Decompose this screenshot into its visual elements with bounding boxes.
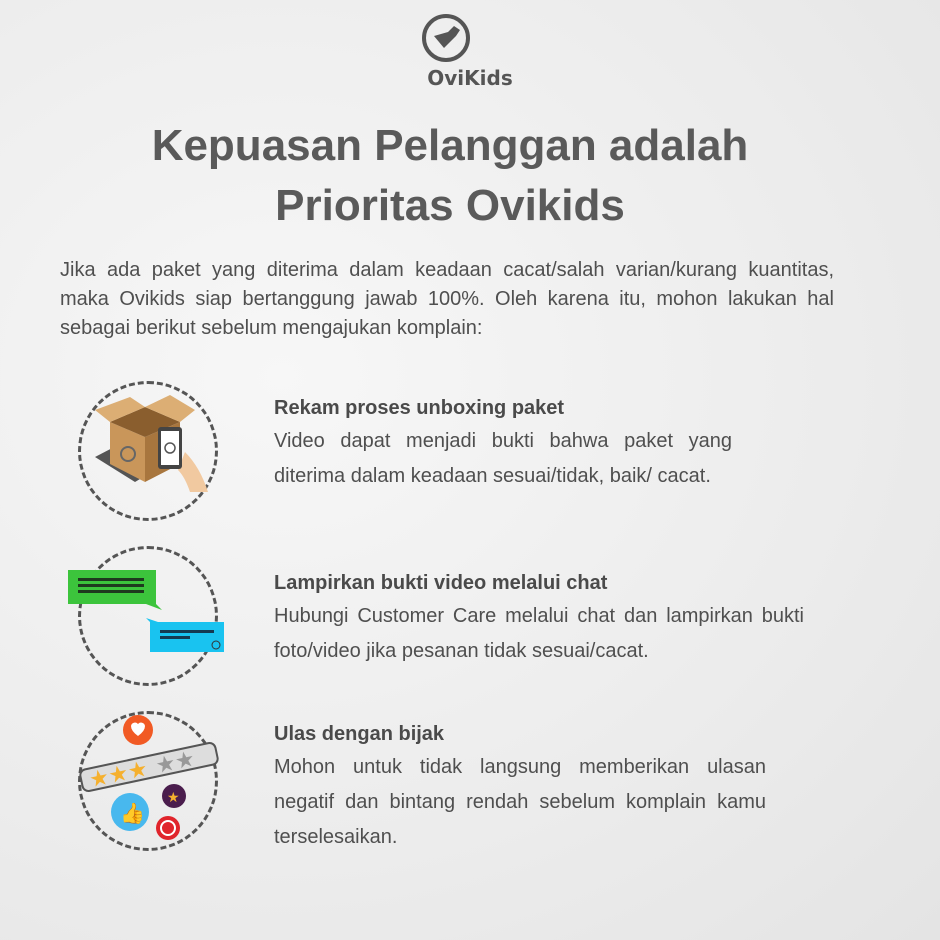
svg-text:👍: 👍	[120, 801, 145, 825]
step-3-body: Mohon untuk tidak langsung memberikan ulasan negatif dan bintang rendah sebelum komplain kamu terselesaikan.	[274, 756, 766, 848]
step-2-body: Hubungi Customer Care melalui chat dan lampirkan bukti foto/video jika pesanan tidak sesuai/cacat.	[274, 605, 804, 662]
step-3-heading: Ulas dengan bijak	[274, 723, 445, 745]
svg-text:★★★: ★★★	[87, 756, 151, 794]
review-icon	[76, 712, 222, 842]
svg-text:★★: ★★	[153, 746, 198, 780]
step-2	[274, 572, 804, 669]
step-2-heading: Lampirkan bukti video melalui chat	[274, 572, 608, 594]
chat-icon	[66, 568, 228, 658]
unboxing-icon	[90, 392, 215, 502]
title-line-1: Kepuasan Pelanggan adalah	[151, 121, 749, 170]
step-3	[274, 723, 804, 855]
title-line-2: Prioritas Ovikids	[275, 181, 625, 230]
intro-paragraph: Jika ada paket yang diterima dalam keadaan cacat/salah varian/kurang kuantitas, maka Ovikids siap bertanggung jawab 100%. Oleh karena itu, mohon lakukan hal sebagai berikut sebelum mengajukan komplain:	[60, 259, 834, 339]
step-1-heading: Rekam proses unboxing paket	[274, 397, 565, 419]
ovikids-logo-icon	[420, 12, 472, 64]
step-1-body: Video dapat menjadi bukti bahwa paket yang diterima dalam keadaan sesuai/tidak, baik/ cacat.	[274, 430, 732, 487]
brand-name: OviKids	[427, 66, 513, 90]
page-title	[60, 116, 840, 236]
svg-text:★: ★	[167, 790, 180, 806]
step-1	[274, 397, 804, 494]
